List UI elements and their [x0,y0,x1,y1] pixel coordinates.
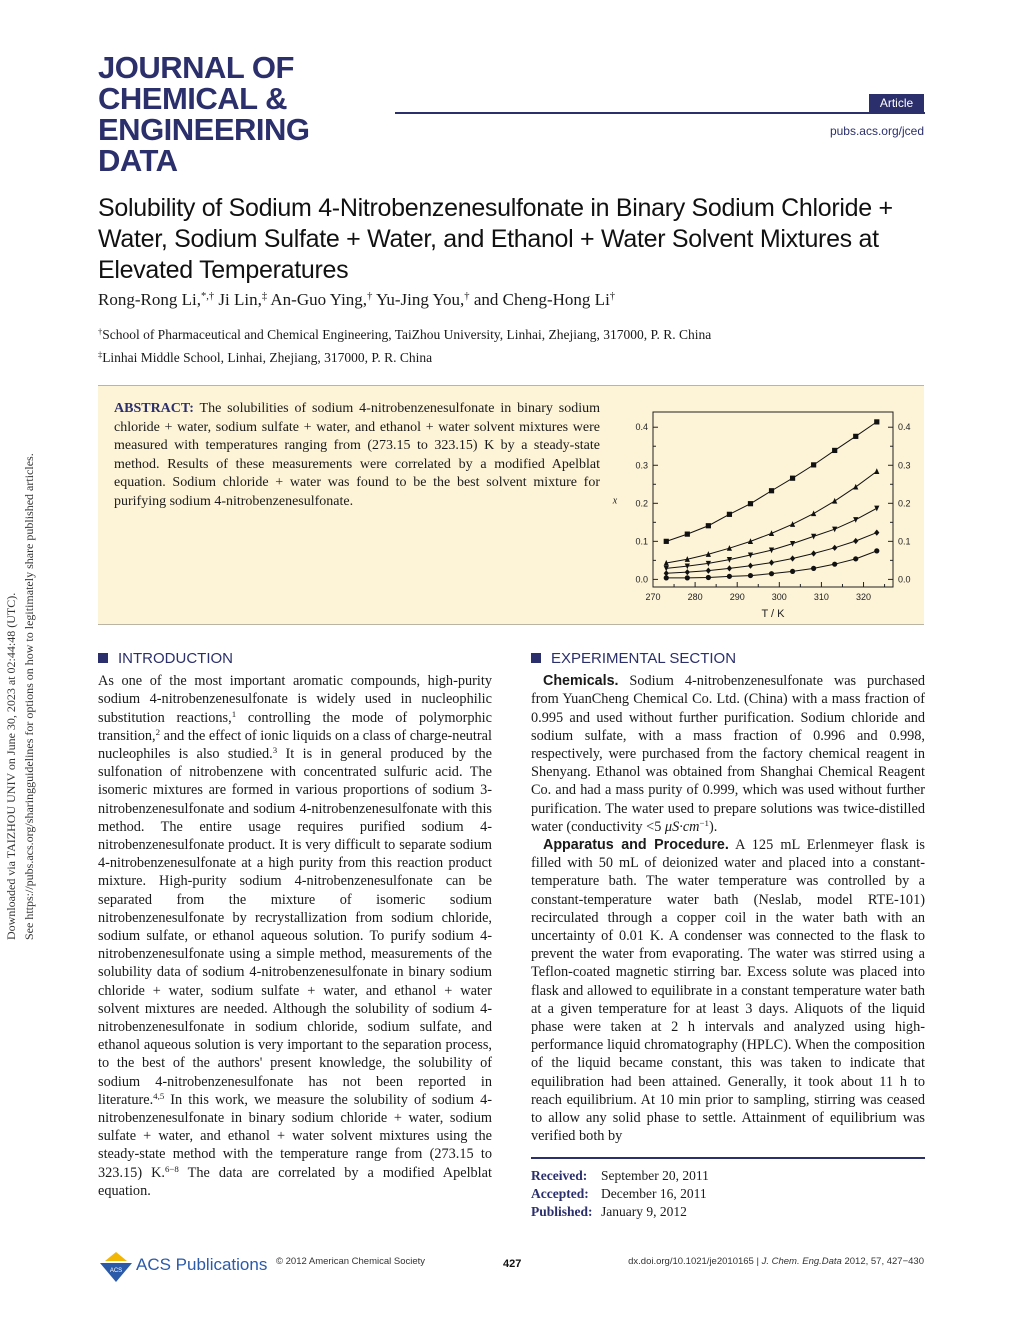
author-name[interactable]: Rong-Rong Li, [98,290,201,309]
author-list [98,290,615,310]
intro-text: As one of the most important aromatic compounds, high-purity sodium 4-nitrobenzenesulfonate is widely used in nucleophilic substitution reactions, [98,673,492,726]
abstract-text: The solubilities of sodium 4-nitrobenzenesulfonate in binary sodium chloride + water, sodium sulfate + water, and ethanol + water solvent mixtures were measured with temperatures ranging from (273.15 to 323.15) K by a steady-state method. Results of these measurements were correlated by a modified Apelblat equation. Sodium chloride + water was found to be the best solvent mixture for purifying sodium 4-nitrobenzenesulfonate. [114,401,600,509]
acs-logo-icon[interactable] [99,1251,133,1283]
y-tick-label-right: 0.3 [898,460,911,471]
author-name[interactable]: Yu-Jing You, [375,290,465,309]
abstract [114,400,600,511]
affiliation-text: Linhai Middle School, Linhai, Zhejiang, 317000, P. R. China [102,350,433,365]
y-tick-label: 0.0 [635,574,648,585]
date-label: Published: [531,1204,593,1220]
publisher-name[interactable]: ACS Publications [136,1255,268,1274]
series-line [666,508,877,568]
y-tick-label-right: 0.4 [898,422,911,433]
download-notice-line: See https://pubs.acs.org/sharingguidelines for options on how to legitimately share published articles. [22,453,36,940]
date-accepted [531,1185,925,1203]
date-label: Accepted: [531,1186,589,1202]
citation-ref[interactable]: 2 [155,726,161,737]
apparatus-text: A 125 mL Erlenmeyer flask is filled with 50 mL of deionized water and placed into a constant-temperature bath. The water temperature was controlled by a constant-temperature water bath (Neslab, model RTE-101) recirculated through a copper coil in the water bath with an uncertainty of 0.01 K. A condenser was connected to the flask to prevent the water from evaporating. The water was stirred using a Teflon-coated magnetic stirring bar. Excess solute was placed into flask and allowed to equilibrate in a constant temperature water bath at a given temperature for at least 3 days. Aliquots of the liquid phase were taken at 2 h intervals and analyzed using high-performance liquid chromatography (HPLC). When the composition of the liquid became constant, this was taken to indicate that equilibration had been attained. Generally, it took about 11 h to reach equilibrium. At 10 min prior to sampling, stirring was ceased to allow any solid phase to settle. Attainment of equilibrium was verified both by [531,837,925,1145]
citation-ref[interactable]: 4,5 [153,1091,165,1101]
journal-name-line: ENGINEERING [98,112,310,147]
chemicals-text-end: ). [708,818,718,835]
chemicals-paragraph [531,672,925,836]
doi-link[interactable]: dx.doi.org/10.1021/je2010165 | [628,1256,762,1267]
x-tick-label: 300 [771,592,787,602]
intro-text: In this work, we measure the solubility of sodium 4-nitrobenzenesulfonate in binary sodium chloride + water, sodium sulfate + water, and ethanol + water solvent mixtures using the steady-state method with the temperature range from (273.15 to 323.15) K. [98,1091,492,1181]
toc-graphic-chart [603,404,923,619]
citation-ref[interactable]: 3 [272,745,278,756]
date-published [531,1203,925,1221]
header-divider [395,112,925,114]
author-name[interactable]: Ji Lin, [218,290,262,309]
journal-name-line: CHEMICAL & [98,81,288,116]
section-heading-text: INTRODUCTION [118,650,233,667]
abstract-box [98,385,924,625]
date-received [531,1167,925,1185]
section-heading-text: EXPERIMENTAL SECTION [551,650,737,667]
x-tick-label: 320 [856,592,872,602]
journal-name-line: DATA [98,143,178,178]
y-tick-label-right: 0.0 [898,574,911,585]
x-tick-label: 280 [687,592,703,602]
affiliation [98,350,432,366]
citation-journal: J. Chem. Eng.Data [761,1256,842,1267]
svg-text:ACS: ACS [109,1268,123,1274]
subsection-label: Apparatus and Procedure. [543,837,729,854]
download-notice-line: Downloaded via TAIZHOU UNIV on June 30, 2023 at 02:44:48 (UTC). [4,592,18,940]
citation [628,1256,924,1267]
x-axis-label: T / K [761,608,785,619]
x-tick-label: 270 [645,592,661,602]
author-mark: ‡ [261,291,268,303]
y-tick-label-right: 0.2 [898,498,911,509]
y-axis-label: x [612,495,618,507]
intro-text: and the effect of ionic liquids on a class of charge-neutral nucleophiles is also studied. [98,727,492,763]
citation-ref[interactable]: 6−8 [164,1163,179,1174]
x-tick-label: 290 [729,592,745,602]
x-tick-label: 310 [813,592,829,602]
unit-exponent: −1 [699,817,709,828]
y-tick-label: 0.2 [635,498,648,509]
journal-name-line: JOURNAL OF [98,50,294,85]
affiliation-text: School of Pharmaceutical and Chemical Engineering, TaiZhou University, Linhai, Zhejiang, 317000, P. R. China [102,327,712,342]
author-name[interactable]: and Cheng-Hong Li [473,290,610,309]
author-mark: *,† [200,291,215,303]
section-heading [531,650,925,668]
date-value: September 20, 2011 [601,1168,709,1184]
subsection-label: Chemicals. [543,673,619,690]
y-tick-label: 0.3 [635,460,648,471]
y-tick-label-right: 0.1 [898,536,911,547]
citation-details: 2012, 57, 427−430 [841,1256,924,1267]
apparatus-paragraph [531,836,925,1145]
abstract-label: ABSTRACT: [114,401,194,416]
section-square-icon [531,653,541,663]
author-mark: † [367,291,373,303]
author-name[interactable]: An-Guo Ying, [270,290,368,309]
date-label: Received: [531,1168,588,1184]
section-square-icon [98,653,108,663]
section-heading [98,650,492,668]
download-notice [4,400,54,940]
author-mark: † [464,291,470,303]
journal-masthead [98,52,398,176]
experimental-section [531,650,925,1221]
citation-ref[interactable]: 1 [231,708,237,719]
copyright: © 2012 American Chemical Society [276,1256,426,1267]
intro-text: It is in general produced by the sulfonation of nitrobenzene with concentrated sulfuric acid. The isomeric mixtures are formed in various proportions of sodium 3-nitrobenzenesulfonate and sodium 4-nitrobenzenesulfonate with this method. The entire usage requires purified sodium 4-nitrobenzenesulfonate product. It is very difficult to separate sodium 4-nitrobenzenesulfonate at a high purity from this reaction product mixture. High-purity sodium 4-nitrobenzenesulfonate can be separated from the mixture of isomeric sodium nitrobenzenesulfonate by recrystallization from sodium chloride, sodium sulfate, or ethanol aqueous solution. To purify sodium 4-nitrobenzenesulfonate using a simple method, measurements of the solubility data of sodium 4-nitrobenzenesulfonate in binary sodium chloride + water, sodium sulfate + water, and ethanol + water solvent mixtures are needed. Although the solubility of sodium 4-nitrobenzenesulfonate in sodium chloride, sodium sulfate, and ethanol aqueous solution is very important to the separation process, to the best of the authors' present knowledge, the solubility of sodium 4-nitrobenzenesulfonate has not been reported in literature. [98,746,492,1108]
dates-divider [531,1157,925,1159]
y-tick-label: 0.4 [635,422,648,433]
series-line [666,422,877,541]
date-value: December 16, 2011 [601,1186,707,1202]
y-tick-label: 0.1 [635,536,648,547]
affiliation-mark: † [98,327,103,337]
unit: μS·cm [664,818,700,835]
intro-text: controlling the mode of polymorphic transition, [98,709,493,744]
solubility-chart [603,404,923,619]
author-mark: † [609,291,616,303]
introduction-section [98,650,492,1200]
date-value: January 9, 2012 [601,1204,687,1220]
journal-url-link[interactable]: pubs.acs.org/jced [829,124,924,138]
affiliation [98,327,711,343]
page-number: 427 [503,1258,522,1270]
chemicals-text: Sodium 4-nitrobenzenesulfonate was purchased from YuanCheng Chemical Co. Ltd. (China) with a mass fraction of 0.995 and used without further purification. Sodium chloride and sodium sulfate, with a mass fraction of 0.996 and 0.998, respectively, were purchased from the factory chemical reagent in Shenyang. Ethanol was obtained from Shanghai Chemical Reagent Co. and had a mass purity of 0.999, which was used without further purification. The water used to prepare solutions was twice-distilled water (conductivity <5 [531,673,925,835]
introduction-paragraph [98,672,492,1200]
paper-title: Solubility of Sodium 4-Nitrobenzenesulfonate in Binary Sodium Chloride + Water, Sodium Sulfate + Water, and Ethanol + Water Solvent Mixtures at Elevated Temperatures [98,194,893,284]
intro-text: The data are correlated by a modified Apelblat equation. [98,1164,492,1199]
affiliation-mark: ‡ [98,350,103,360]
article-type-badge: Article [869,94,924,112]
